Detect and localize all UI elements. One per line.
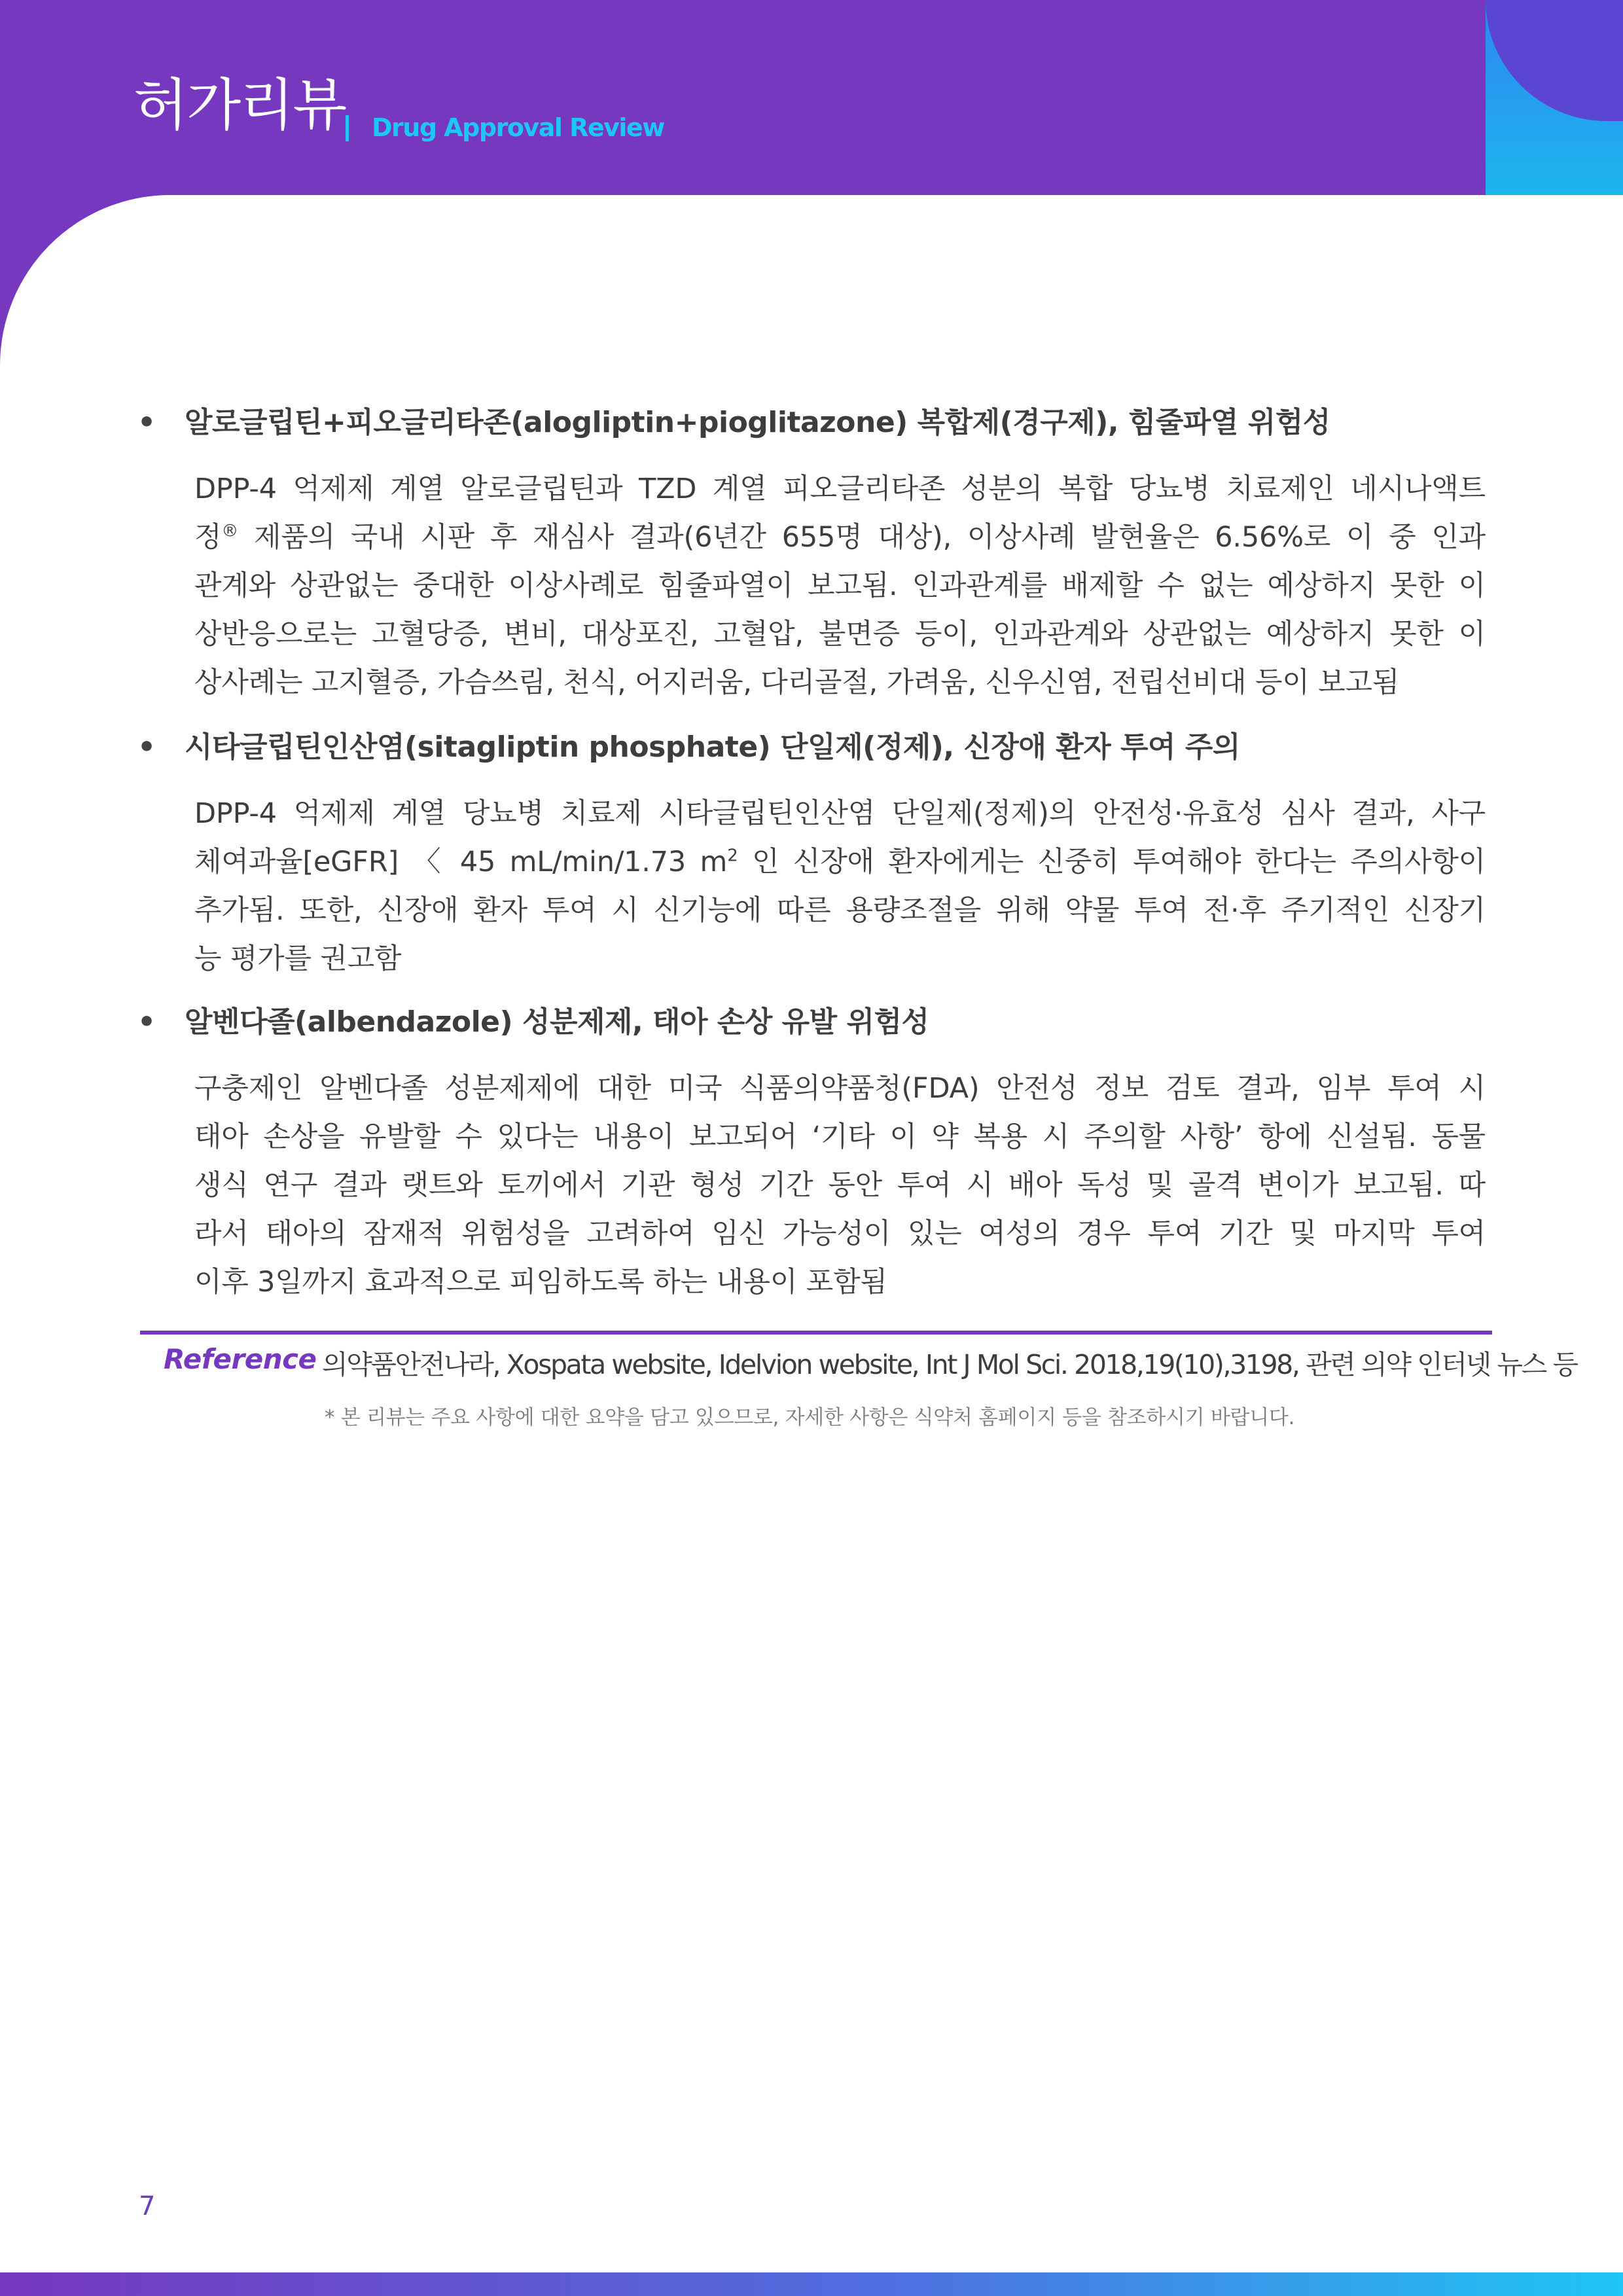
section-heading-text: 시타글립틴인산염(sitagliptin phosphate) 단일제(정제), 신장애 환자 투여 주의 xyxy=(185,730,1240,764)
section-heading xyxy=(137,728,1486,767)
body-line: 라서 태아의 잠재적 위험성을 고려하여 임신 가능성이 있는 여성의 경우 투여 기간 및 마지막 투여 xyxy=(194,1217,1486,1250)
body-line-text: 체여과율[eGFR] 〈 45 mL/min/1.73 m xyxy=(194,846,728,878)
body-line: 구충제인 알벤다졸 성분제제에 대한 미국 식품의약품청(FDA) 안전성 정보 검토 결과, 임부 투여 시 xyxy=(194,1072,1486,1105)
body-line: DPP-4 억제제 계열 당뇨병 치료제 시타글립틴인산염 단일제(정제)의 안전성·유효성 심사 결과, 사구 xyxy=(194,797,1486,830)
body-line: 이후 3일까지 효과적으로 피임하도록 하는 내용이 포함됨 xyxy=(194,1266,887,1299)
registered-mark: ® xyxy=(221,521,239,541)
section-body xyxy=(137,465,1486,707)
footnote: * 본 리뷰는 주요 사항에 대한 요약을 담고 있으므로, 자세한 사항은 식약처 홈페이지 등을 참조하시기 바랍니다. xyxy=(325,1406,1295,1429)
page-subtitle: Drug Approval Review xyxy=(372,113,664,142)
title-separator xyxy=(346,115,349,141)
body-line-text: 인 신장애 환자에게는 신중히 투여해야 한다는 주의사항이 xyxy=(752,846,1486,878)
page-number: 7 xyxy=(139,2191,156,2221)
review-section-albendazole xyxy=(137,1003,1486,1306)
section-body xyxy=(137,789,1486,983)
section-heading-text: 알벤다졸(albendazole) 성분제제, 태아 손상 유발 위험성 xyxy=(185,1005,929,1039)
body-line-text: 정 xyxy=(194,521,222,554)
page-title: 허가리뷰 xyxy=(134,73,346,138)
section-heading-text: 알로글립틴+피오글리타존(alogliptin+pioglitazone) 복합제(경구제), 힘줄파열 위험성 xyxy=(185,406,1330,439)
body-line: 추가됨. 또한, 신장애 환자 투여 시 신기능에 따른 용량조절을 위해 약물 투여 전·후 주기적인 신장기 xyxy=(194,894,1486,927)
body-line: 관계와 상관없는 중대한 이상사례로 힘줄파열이 보고됨. 인과관계를 배제할 수 없는 예상하지 못한 이 xyxy=(194,569,1486,602)
body-line: 상반응으로는 고혈당증, 변비, 대상포진, 고혈압, 불면증 등이, 인과관계와 상관없는 예상하지 못한 이 xyxy=(194,618,1486,651)
body-line: 태아 손상을 유발할 수 있다는 내용이 보고되어 ‘기타 이 약 복용 시 주의할 사항’ 항에 신설됨. 동물 xyxy=(194,1121,1486,1153)
reference-text: 의약품안전나라, Xospata website, Idelvion website, Int J Mol Sci. 2018,19(10),3198, 관련 의약 인터넷 뉴스 등 xyxy=(322,1349,1577,1380)
bullet-icon: • xyxy=(137,1005,156,1039)
reference-divider xyxy=(140,1331,1492,1335)
bullet-icon: • xyxy=(137,406,156,439)
body-line: DPP-4 억제제 계열 알로글립틴과 TZD 계열 피오글리타존 성분의 복합 당뇨병 치료제인 네시나액트 xyxy=(194,473,1486,505)
body-line xyxy=(194,838,1486,886)
reference-label: Reference xyxy=(164,1343,317,1375)
section-body xyxy=(137,1064,1486,1306)
body-line-text: 제품의 국내 시판 후 재심사 결과(6년간 655명 대상), 이상사례 발현율은 6.56%로 이 중 인과 xyxy=(253,521,1486,554)
section-heading xyxy=(137,403,1486,442)
bullet-icon: • xyxy=(137,730,156,764)
superscript-2: 2 xyxy=(727,846,738,866)
body-line: 상사례는 고지혈증, 가슴쓰림, 천식, 어지러움, 다리골절, 가려움, 신우신염, 전립선비대 등이 보고됨 xyxy=(194,666,1400,699)
body-line: 능 평가를 권고함 xyxy=(194,942,402,975)
body-line xyxy=(194,513,1486,562)
body-line: 생식 연구 결과 랫트와 토끼에서 기관 형성 기간 동안 투여 시 배아 독성 및 골격 변이가 보고됨. 따 xyxy=(194,1169,1486,1202)
section-heading xyxy=(137,1003,1486,1042)
review-section-alogliptin xyxy=(137,403,1486,707)
review-section-sitagliptin xyxy=(137,728,1486,983)
footer-gradient-bar xyxy=(0,2272,1623,2296)
